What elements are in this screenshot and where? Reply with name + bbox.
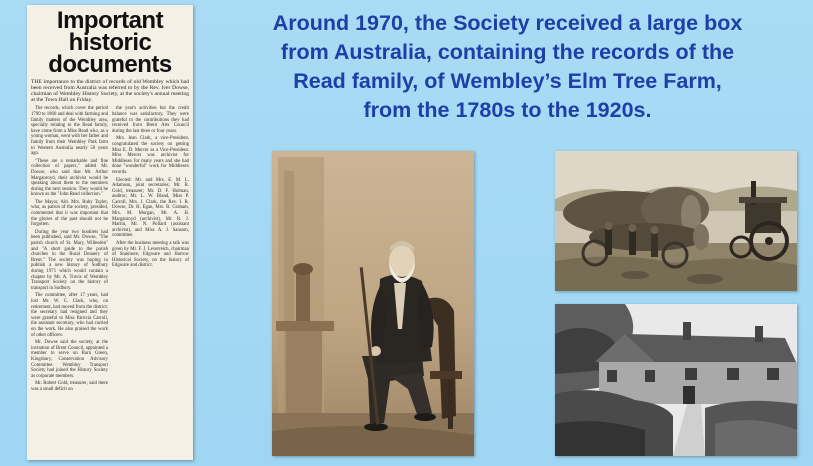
headline-line: from the 1780s to the 1920s. bbox=[363, 98, 652, 122]
farmhouse-photo bbox=[555, 304, 797, 456]
clipping-paragraph: the year's activities but the credit balance was satisfactory. They were grateful to the contributions they had received from Brent Arts Council during the last three or four years. bbox=[112, 106, 189, 134]
headline-line: from Australia, containing the records of the bbox=[280, 40, 735, 64]
log-transport-photo bbox=[555, 151, 797, 291]
clipping-headline-line: historic bbox=[68, 29, 152, 56]
portrait-photo bbox=[272, 151, 474, 456]
slide-headline bbox=[205, 9, 810, 125]
clipping-column-left bbox=[31, 106, 108, 394]
clipping-paragraph: Elected: Mr. and Mrs. E. M. L. Adamson, joint secretaries; Mr. R. Gold, treasurer; Mr. D. F. Holman, auditor; Mr. L. W. Bland, Miss P. Carroll, Mrs. J. Clark, the Rev. I. R. Dowse, Dr. H. Egan, Mrs. R. Graham, Mrs. M. Morgan, Mr. A. H. Marganroyd (archivist), Mr. R. J. Martin, Mr. N. Pollard (assistant archivist), and Miss A. J. Sansom, committee. bbox=[112, 177, 189, 239]
farmhouse-photo-image bbox=[555, 304, 797, 456]
clipping-headline-line: documents bbox=[48, 51, 172, 78]
clipping-paragraph: The records, which cover the period 1790 to 1860 and deal with farming and family matters of the Wembley area, specially relating to the Read family, have come from a Miss Read who, as a young woman, went with her father and family from their Wembley Park farm to Western Australia nearly 50 years ago. bbox=[31, 106, 108, 157]
clipping-headline bbox=[29, 7, 191, 78]
clipping-paragraph: Mr. Dowse said the society, at the invitation of Brent Council, appointed a member to serve on Barn Green, Kingsbury, Conservation Advisory Committee. Wembley Transport Society had joined the History Society as corporate members. bbox=[31, 340, 108, 379]
clipping-paragraph: During the year two booklets had been published, said Mr. Dowse, "The parish church of St. Mary, Willesden" and "A short guide to the parish churches in the Rural Deanery of Brent." The society was hoping to publish a new history of Sudbury during 1971 which would contain a chapter by Mr. A. Travis of Wembley Transport Society on the history of transport in Sudbury. bbox=[31, 229, 108, 291]
clipping-columns bbox=[31, 106, 189, 394]
clipping-paragraph: The committee, after 17 years, had lost Mr. W. C. Clark, who, on retirement, had moved from the district; the secretary had resigned and they were grateful to Miss Patricia Carroll, the assistant secretary, who had carried on the work. He also praised the work of other officers. bbox=[31, 293, 108, 338]
portrait-photo-image bbox=[272, 151, 474, 456]
headline-line: Read family, of Wembley’s Elm Tree Farm, bbox=[293, 69, 722, 93]
clipping-paragraph: Mr. Robert Gold, treasurer, said there was a small deficit on bbox=[31, 381, 108, 392]
clipping-lead-paragraph: THE importance to the district of records of old Wembley which had been received from Australia was referred to by the Rev. Iver Dowse, chairman of Wembley History Society, at the society's annual meeting at the Town Hall on Friday. bbox=[31, 79, 189, 104]
headline-line: Around 1970, the Society received a large box bbox=[272, 11, 743, 35]
log-transport-photo-image bbox=[555, 151, 797, 291]
clipping-headline-line: Important bbox=[56, 7, 164, 34]
clipping-column-right bbox=[112, 106, 189, 394]
clipping-paragraph: The Mayor, Ald. Mrs. Ruby Tayler, who, as patron of the society, presided, commented that it was important that the glories of the past should not be forgotten. bbox=[31, 199, 108, 228]
newspaper-clipping bbox=[27, 5, 193, 460]
clipping-paragraph: After the business meeting a talk was given by Mr. F. J. Leverreich, chairman of Stanmore, Edgware and Harrow Historical Society, on the history of Edgware and district. bbox=[112, 241, 189, 269]
clipping-paragraph: Mrs. Jean Clark, a vice-President, congratulated the society on getting Miss E. D. Mercer as a Vice-President. Miss Mercer was archivist for Middlesex for many years and she had done "wonderful" work for Middlesex records. bbox=[112, 136, 189, 175]
clipping-paragraph: "These are a remarkable and fine collection of papers," added Mr. Dowse, who said that Mr. Arthur Marganroyd, their archivist would be speaking about them to the members during the next session. They would be known as the "John Read collection." bbox=[31, 158, 108, 198]
